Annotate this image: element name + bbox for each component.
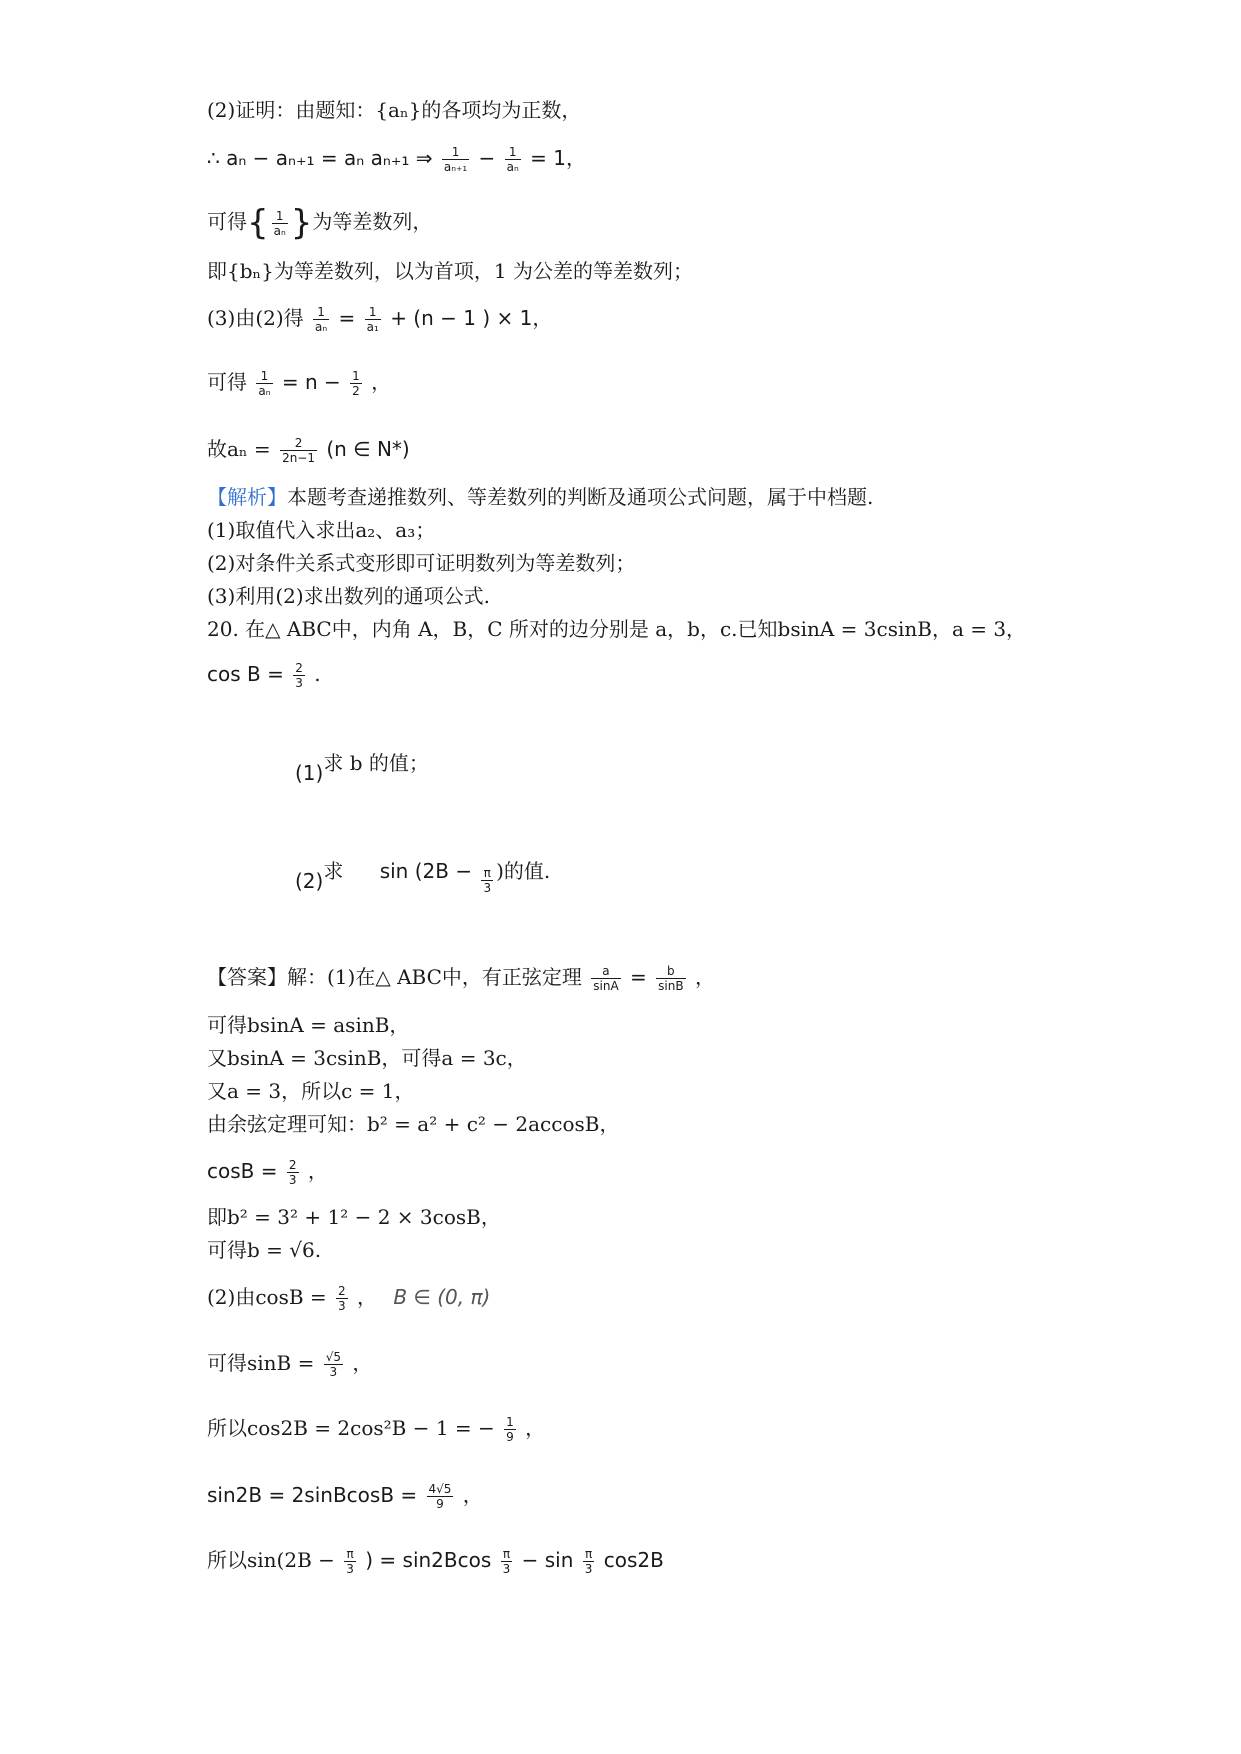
equation-part: = (630, 965, 647, 989)
equation-part: cos2B (603, 1548, 664, 1572)
text-part: (3)由(2)得 (207, 306, 304, 330)
denominator: 3 (295, 676, 303, 690)
text-part: 求 (323, 859, 344, 883)
numerator: 1 (256, 369, 272, 384)
equation-line (207, 1415, 545, 1444)
denominator: aₙ (506, 160, 519, 174)
subquestion-1 (295, 750, 429, 785)
fraction (293, 661, 305, 690)
text-line (207, 97, 581, 123)
denominator: aₙ (315, 320, 328, 334)
text-part: ， (371, 370, 392, 394)
fraction (504, 1415, 516, 1444)
left-brace: { (247, 203, 269, 243)
equation-part: (n ∈ N*) (326, 437, 410, 461)
question-text: 求 b 的值； (323, 751, 429, 775)
equation-part: = (338, 306, 356, 330)
denominator: sinA (593, 979, 619, 993)
text-part: ， (307, 1159, 328, 1183)
fraction (256, 369, 272, 398)
text-part: 所以cos2B = 2cos²B − 1 = − (207, 1416, 495, 1440)
denominator: 3 (338, 1299, 346, 1313)
text-line (207, 484, 873, 510)
problem-statement (207, 616, 1026, 642)
fraction (336, 1284, 348, 1313)
denominator: aₙ₊₁ (443, 160, 468, 174)
text-part: (2)由cosB = (207, 1285, 327, 1309)
fraction (287, 1158, 299, 1187)
denominator: 3 (483, 881, 492, 895)
text-part: 即{bₙ}为等差数列，以为首项，1 为公差的等差数列； (207, 259, 693, 283)
numerator: π (481, 866, 493, 881)
text-part: 为等差数列， (312, 209, 433, 234)
equation-part: = n − (281, 370, 341, 394)
equation-part: − (478, 146, 496, 170)
text-part: 可得b = √6. (207, 1238, 322, 1262)
fraction (591, 964, 620, 993)
numerator: 1 (505, 145, 521, 160)
text-line (207, 517, 435, 543)
text-part: )的值. (496, 859, 551, 883)
equation-line (207, 1482, 483, 1511)
denominator: sinB (658, 979, 684, 993)
text-line (207, 1111, 619, 1137)
text-part: 20. 在△ ABC中，内角 A，B，C 所对的边分别是 a，b，c.已知bsinA = 3csinB，a = 3， (207, 617, 1027, 641)
numerator: 1 (506, 1415, 514, 1429)
text-part: (1)取值代入求出a₂、a₃； (207, 518, 436, 542)
answer-intro: 【答案】解：(1)在△ ABC中，有正弦定理 (207, 965, 582, 989)
denominator: 3 (329, 1365, 338, 1379)
fraction (481, 866, 493, 895)
fraction (583, 1547, 595, 1576)
text-part: 由余弦定理可知：b² = a² + c² − 2accosB， (207, 1112, 620, 1136)
equation-line (207, 1547, 664, 1576)
text-part: ， (694, 965, 715, 989)
equation-part: cos B = (207, 662, 284, 686)
fraction (427, 1482, 454, 1511)
numerator: √5 (325, 1350, 341, 1364)
text-part: ， (525, 1416, 546, 1440)
equation-part: cosB = (207, 1159, 278, 1183)
equation-part: ) = sin2Bcos (365, 1548, 492, 1572)
equation-line (207, 1350, 372, 1379)
denominator: 9 (506, 1430, 514, 1444)
equation-line (207, 1284, 490, 1313)
text-line (207, 1045, 527, 1071)
fraction (272, 209, 288, 238)
text-part: 可得bsinA = asinB， (207, 1013, 410, 1037)
denominator: 2 (352, 384, 360, 398)
text-part: ， (352, 1351, 373, 1375)
equation-part: − sin (521, 1548, 574, 1572)
analysis-text: 本题考查递推数列、等差数列的判断及通项公式问题，属于中档题. (287, 485, 874, 509)
text-line (207, 1237, 321, 1263)
denominator: aₙ (273, 223, 286, 238)
numerator: 1 (272, 209, 288, 224)
text-part: ， (462, 1483, 483, 1507)
equation-line (207, 436, 410, 465)
text-line (207, 203, 433, 243)
text-part: 可得 (207, 209, 247, 234)
numerator: 1 (313, 305, 329, 320)
equation-line (207, 305, 552, 334)
text-line (207, 258, 693, 284)
text-part: (3)利用(2)求出数列的通项公式. (207, 584, 491, 608)
text-line (207, 583, 490, 609)
fraction (365, 305, 381, 334)
text-part: 所以sin(2B − (207, 1548, 335, 1572)
right-brace: } (290, 203, 313, 243)
numerator: 2 (288, 1158, 297, 1172)
numerator: π (583, 1547, 595, 1562)
numerator: a (591, 964, 620, 979)
text-line (207, 550, 635, 576)
fraction (350, 369, 362, 398)
text-part: 即b² = 3² + 1² − 2 × 3cosB， (207, 1205, 501, 1229)
denominator: 3 (288, 1173, 297, 1187)
denominator: a₁ (366, 320, 379, 334)
domain-condition: B ∈ (0, π) (393, 1285, 491, 1309)
equation-part: + (n − 1 ) × 1， (390, 306, 553, 330)
equation-line (207, 145, 586, 174)
fraction (280, 436, 317, 465)
equation-line (207, 1158, 328, 1187)
fraction (324, 1350, 343, 1379)
analysis-tag: 【解析】 (207, 485, 287, 509)
question-number: (2) (295, 869, 324, 893)
fraction (501, 1547, 513, 1576)
answer-line (207, 964, 715, 993)
fraction (313, 305, 329, 334)
equation-part: ∴ aₙ − aₙ₊₁ = aₙ aₙ₊₁ ⇒ (207, 146, 433, 170)
numerator: 2 (295, 661, 303, 675)
equation-line (207, 661, 321, 690)
proof-intro: (2)证明：由题知：{aₙ}的各项均为正数， (207, 98, 582, 122)
text-part: 又a = 3，所以c = 1， (207, 1079, 415, 1103)
equation-part: sin (2B − (379, 859, 473, 883)
numerator: b (656, 964, 685, 979)
fraction (505, 145, 521, 174)
equation-part: sin2B = 2sinBcosB = (207, 1483, 418, 1507)
numerator: 2 (338, 1284, 346, 1298)
text-part: 可得 (207, 370, 247, 394)
numerator: 2 (280, 436, 317, 451)
subquestion-2 (295, 858, 551, 895)
equation-line (207, 369, 391, 398)
text-part: . (314, 662, 321, 686)
denominator: 3 (502, 1562, 511, 1576)
question-number: (1) (295, 761, 324, 785)
fraction (442, 145, 469, 174)
denominator: 9 (436, 1497, 444, 1511)
numerator: π (501, 1547, 513, 1562)
denominator: aₙ (258, 384, 271, 398)
numerator: π (344, 1547, 356, 1562)
denominator: 2n−1 (282, 451, 315, 465)
text-part: ， (357, 1285, 378, 1309)
text-part: (2)对条件关系式变形即可证明数列为等差数列； (207, 551, 636, 575)
text-part: 又bsinA = 3csinB，可得a = 3c， (207, 1046, 527, 1070)
text-part: 可得sinB = (207, 1351, 315, 1375)
equation-part: = 1， (530, 146, 587, 170)
text-part: 故aₙ = (207, 437, 271, 461)
text-line (207, 1012, 409, 1038)
numerator: 4√5 (428, 1482, 452, 1496)
numerator: 1 (442, 145, 469, 160)
fraction (344, 1547, 356, 1576)
numerator: 1 (365, 305, 381, 320)
denominator: 3 (346, 1562, 354, 1576)
text-line (207, 1204, 501, 1230)
text-line (207, 1078, 415, 1104)
numerator: 1 (352, 369, 360, 383)
denominator: 3 (584, 1562, 593, 1576)
fraction (656, 964, 685, 993)
